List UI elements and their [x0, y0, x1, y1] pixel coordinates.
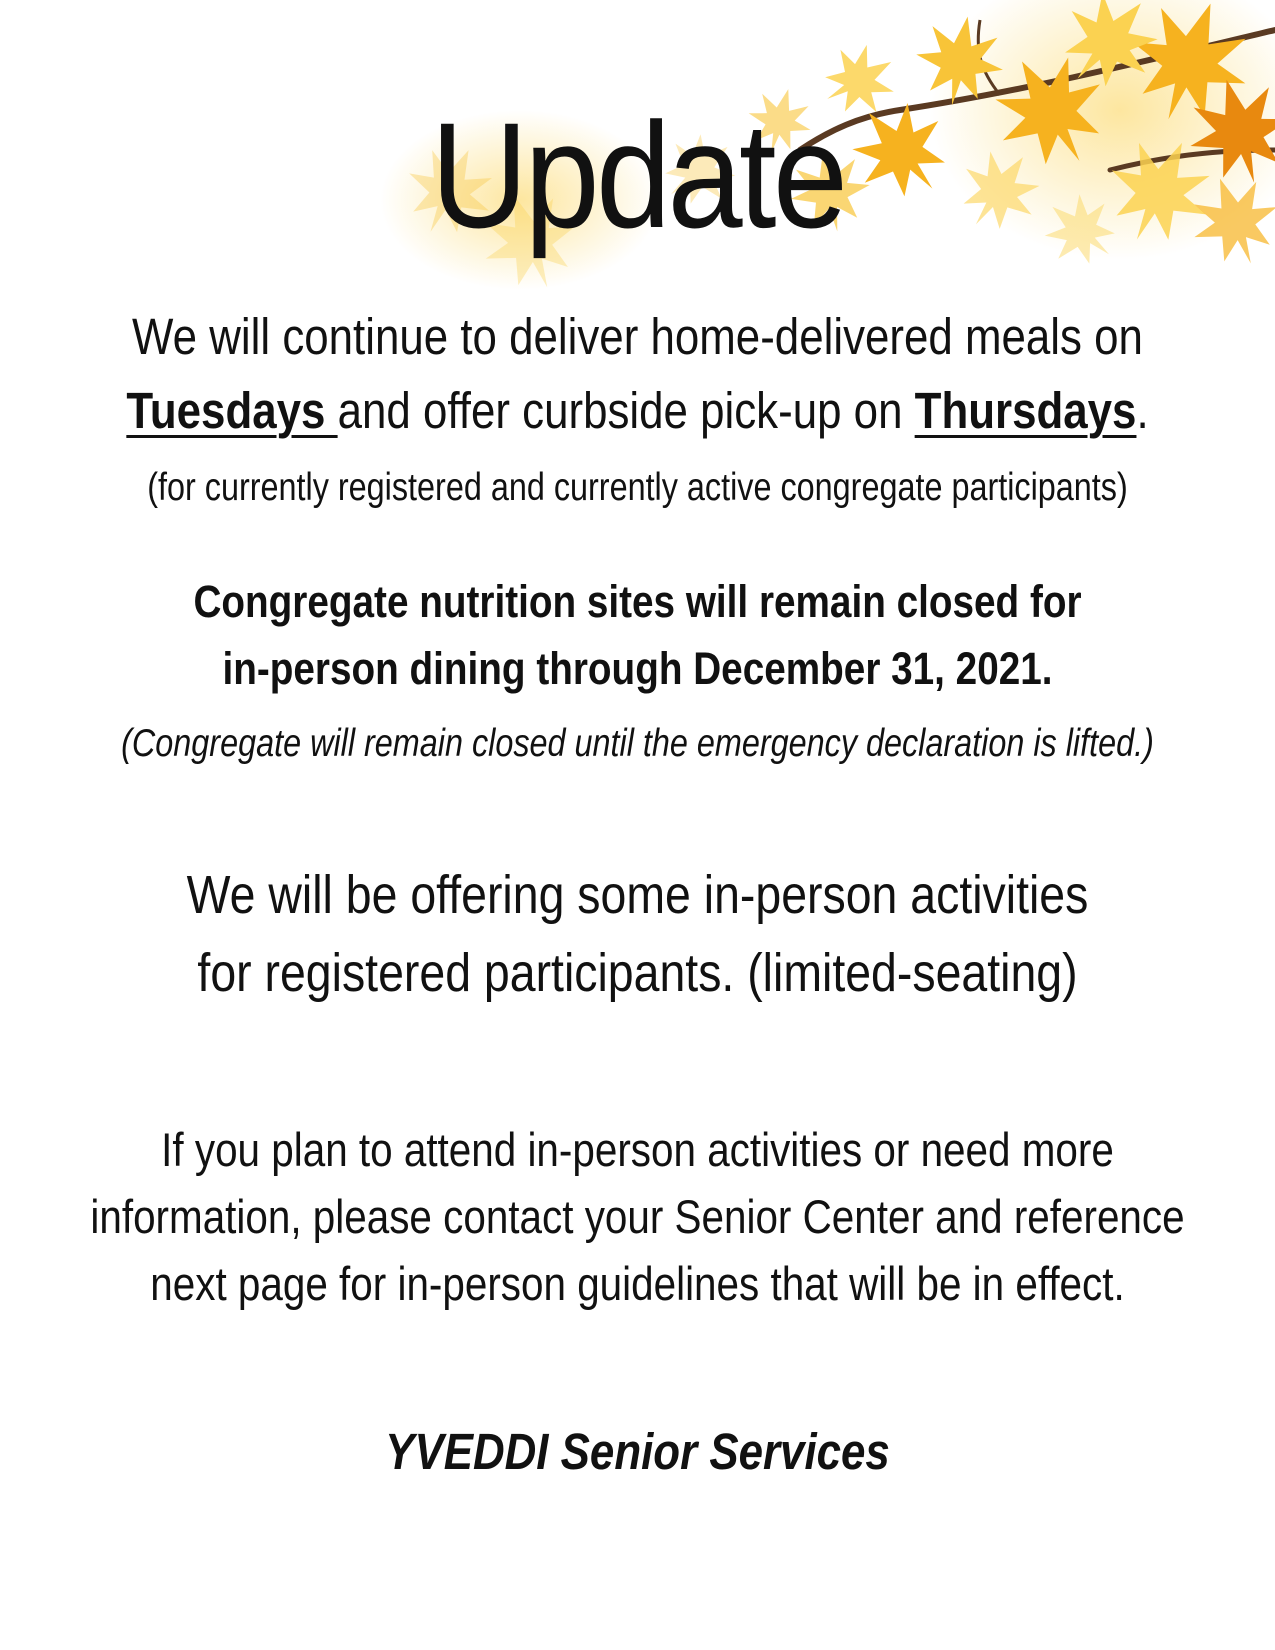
activities-line-1: We will be offering some in-person activities [186, 865, 1089, 925]
closure-line-1: Congregate nutrition sites will remain closed for [193, 576, 1082, 627]
page-title: Update [430, 91, 845, 259]
contact-line-1: If you plan to attend in-person activities or need more [161, 1123, 1114, 1176]
meals-mid-text: and offer curbside pick-up on [337, 382, 915, 439]
organization-signature: YVEDDI Senior Services [385, 1423, 890, 1480]
meals-announcement [89, 300, 1186, 448]
closure-announcement [89, 568, 1186, 702]
contact-line-2: information, please contact your Senior Center and reference [90, 1190, 1185, 1243]
closure-note: (Congregate will remain closed until the emergency declaration is lifted.) [121, 722, 1154, 765]
tuesdays-label: Tuesdays [126, 382, 338, 439]
contact-line-3: next page for in-person guidelines that will be in effect. [150, 1257, 1125, 1310]
meals-note: (for currently registered and currently active congregate participants) [147, 466, 1128, 509]
activities-line-2: for registered participants. (limited-seating) [197, 943, 1078, 1003]
activities-announcement [89, 856, 1186, 1012]
closure-line-2: in-person dining through December 31, 2021. [222, 643, 1053, 694]
meals-line-1: We will continue to deliver home-delivered meals on [132, 308, 1143, 365]
thursdays-label: Thursdays [914, 382, 1137, 439]
contact-paragraph [89, 1116, 1186, 1317]
meals-line-2 [89, 374, 1186, 448]
meals-end-punct: . [1136, 382, 1149, 439]
